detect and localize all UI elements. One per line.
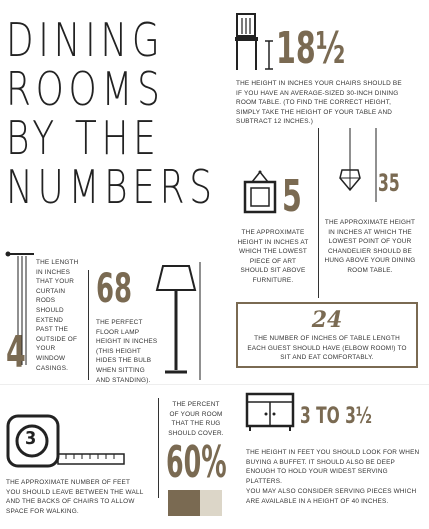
floor-lamp-icon <box>155 264 197 376</box>
divider <box>0 384 429 385</box>
curtain-rod-text: THE LENGTH IN INCHES THAT YOUR CURTAIN RODS SHOULD EXTEND PAST THE OUTSIDE OF YOUR WINDOW CASINGS. <box>36 259 79 372</box>
art-height-number: 5 <box>282 171 302 222</box>
lamp-height-marker <box>197 262 203 380</box>
rug-coverage-bar <box>168 490 222 516</box>
buffet-height-number: 3 TO 3½ <box>300 404 372 429</box>
divider <box>88 270 89 380</box>
page-title: DINING ROOMS BY THE NUMBERS <box>6 13 217 214</box>
buffet-height-text: THE HEIGHT IN FEET YOU SHOULD LOOK FOR WHEN BUYING A BUFFET. IT SHOULD ALSO BE DEEP ENOUGH TO HOLD YOUR WIDEST SERVING PLATTERS. <box>246 449 420 485</box>
table-length-text: THE NUMBER OF INCHES OF TABLE LENGTH EACH GUEST SHOULD HAVE (ELBOW ROOM!) TO SIT AND EAT COMFORTABLY. <box>247 335 407 362</box>
tape-measure-icon <box>6 414 126 470</box>
walkway-text: THE APPROXIMATE NUMBER OF FEET YOU SHOULD LEAVE BETWEEN THE WALL AND THE BACKS OF CHAIRS TO ALLOW SPACE FOR WALKING. <box>6 479 144 515</box>
chandelier-height-number: 35 <box>378 169 400 197</box>
walkway-badge: 3 <box>25 428 37 449</box>
buffet-icon <box>245 392 295 432</box>
divider <box>158 398 159 498</box>
lamp-height-text: THE PERFECT FLOOR LAMP HEIGHT IN INCHES (THIS HEIGHT HIDES THE BULB WHEN SITTING AND STANDING). <box>96 319 158 384</box>
table-length-number: 24 <box>311 307 343 333</box>
lamp-height-number: 68 <box>96 266 133 312</box>
chair-icon <box>234 12 260 72</box>
divider <box>318 128 319 298</box>
chair-height-text: THE HEIGHT IN INCHES YOUR CHAIRS SHOULD BE IF YOU HAVE AN AVERAGE-SIZED 30-INCH DINING ROOM TABLE. (TO FIND THE CORRECT HEIGHT, SIMPLY TAKE THE HEIGHT OF YOUR TABLE AND SUBTRACT 12 INCHES.) <box>236 80 402 126</box>
art-height-text: THE APPROXIMATE HEIGHT IN INCHES AT WHICH THE LOWEST PIECE OF ART SHOULD SIT ABOVE FURNITURE. <box>237 229 309 284</box>
picture-frame-icon <box>243 170 277 216</box>
height-marker-icon <box>265 40 273 70</box>
chair-height-number: 18½ <box>276 23 346 74</box>
rug-percent-number: 60% <box>166 437 227 488</box>
rug-text: THE PERCENT OF YOUR ROOM THAT THE RUG SHOULD COVER. <box>168 401 224 437</box>
curtain-rod-number: 4 <box>6 327 26 378</box>
rug-coverage-fill <box>168 490 200 516</box>
chandelier-height-text: THE APPROXIMATE HEIGHT IN INCHES AT WHICH THE LOWEST POINT OF YOUR CHANDELIER SHOULD BE HUNG ABOVE YOUR DINING ROOM TABLE. <box>324 219 416 274</box>
buffet-serving-text: YOU MAY ALSO CONSIDER SERVING PIECES WHICH ARE AVAILABLE IN A HEIGHT OF 40 INCHES. <box>246 488 417 505</box>
